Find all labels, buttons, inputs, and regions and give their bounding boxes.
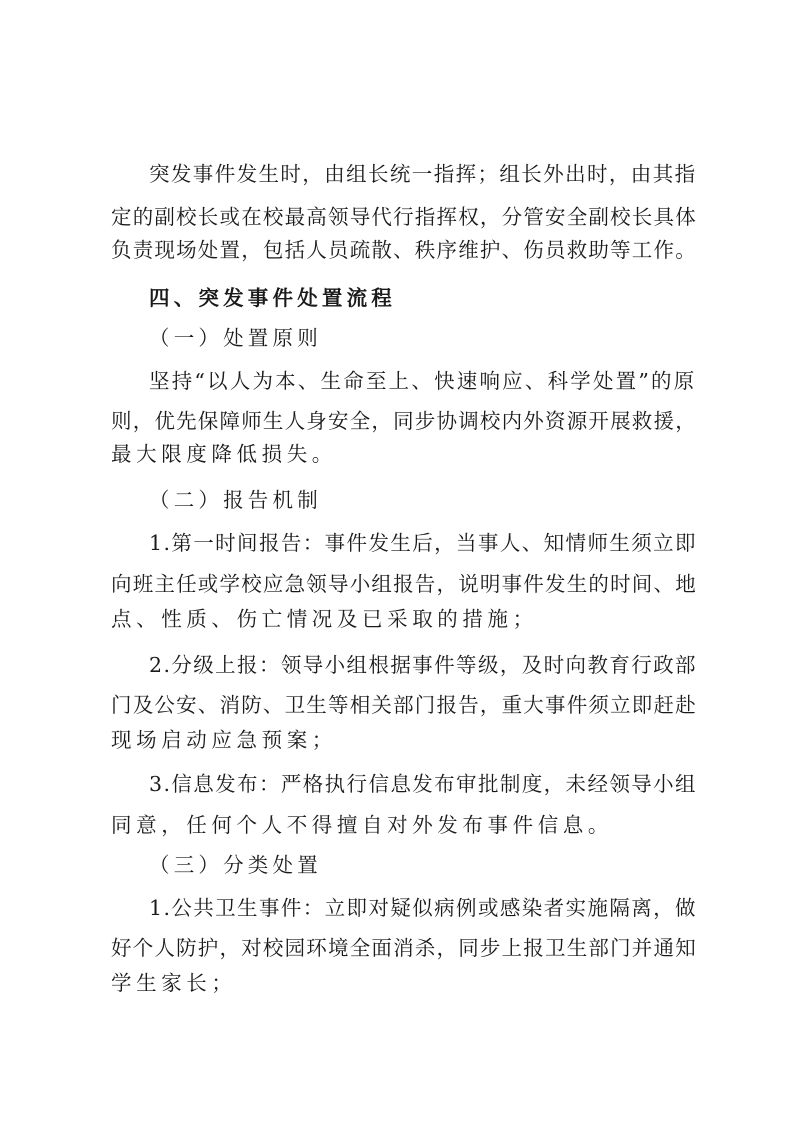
paragraph-line: 最大限度降低损失。 (111, 442, 337, 466)
paragraph-line: 负责现场处置，包括人员疏散、秩序维护、伤员救助等工作。 (111, 238, 697, 262)
paragraph-line: 1.公共卫生事件：立即对疑似病例或感染者实施隔离，做 (149, 896, 697, 920)
subsection-heading: （一）处置原则 (149, 326, 322, 350)
paragraph-line: 突发事件发生时，由组长统一指挥；组长外出时，由其指 (149, 162, 697, 186)
paragraph-line: 2.分级上报：领导小组根据事件等级，及时向教育行政部 (149, 653, 697, 677)
subsection-heading: （三）分类处置 (149, 853, 322, 877)
paragraph-line: 则，优先保障师生人身安全，同步协调校内外资源开展救援， (111, 409, 697, 433)
paragraph-line: 门及公安、消防、卫生等相关部门报告，重大事件须立即赶赴 (111, 693, 697, 717)
paragraph-line: 1.第一时间报告：事件发生后，当事人、知情师生须立即 (149, 531, 697, 555)
paragraph-line: 现场启动应急预案； (111, 728, 337, 752)
subsection-heading: （二）报告机制 (149, 488, 322, 512)
paragraph-line: 学生家长； (111, 971, 237, 995)
paragraph-line: 点、性质、伤亡情况及已采取的措施； (111, 607, 538, 631)
paragraph-line: 好个人防护，对校园环境全面消杀，同步上报卫生部门并通知 (111, 936, 697, 960)
paragraph-line: 定的副校长或在校最高领导代行指挥权，分管安全副校长具体 (111, 205, 697, 229)
section-heading: 四、突发事件处置流程 (149, 286, 396, 310)
paragraph-line: 3.信息发布：严格执行信息发布审批制度，未经领导小组 (149, 772, 697, 796)
paragraph-line: 同意，任何个人不得擅自对外发布事件信息。 (111, 813, 613, 837)
paragraph-line: 向班主任或学校应急领导小组报告，说明事件发生的时间、地 (111, 572, 697, 596)
paragraph-line: 坚持“以人为本、生命至上、快速响应、科学处置”的原 (149, 369, 697, 393)
